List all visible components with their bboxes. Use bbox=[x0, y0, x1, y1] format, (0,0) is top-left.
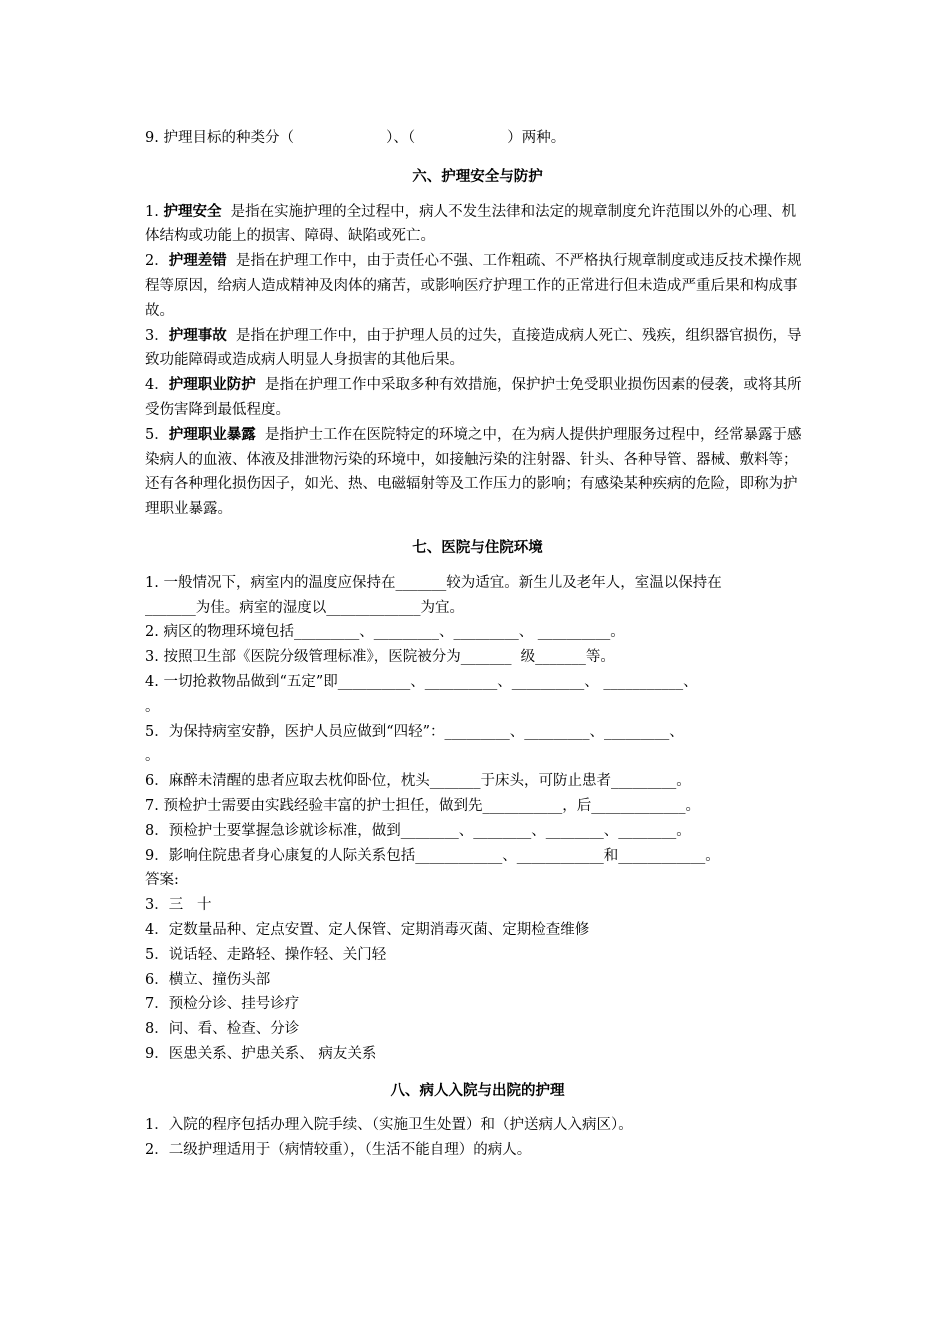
term-occupational-protection: 护理职业防护 bbox=[168, 377, 256, 394]
section-6-title: 六、护理安全与防护 bbox=[412, 168, 543, 185]
term-nursing-safety: 护理安全 bbox=[163, 203, 222, 220]
document-page bbox=[145, 126, 810, 1163]
definition-item bbox=[145, 423, 810, 522]
item-number: 5． bbox=[145, 426, 169, 443]
question-line: 7. 预检护士需要由实践经验丰富的护士担任，做到先___________，后_____________。 bbox=[145, 797, 700, 814]
answers-label: 答案: bbox=[145, 872, 179, 889]
definition-text: 是指护士工作在医院特定的环境之中，在为病人提供护理服务过程中，经常暴露于感染病人的血液、体液及排泄物污染的环境中，如接触污染的注射器、针头、各种导管、器械、敷料等；还有各种理化损伤因子，如光、热、电磁辐射等及工作压力的影响；有感染某种疾病的危险，即称为护理职业暴露。 bbox=[145, 426, 802, 518]
item-number: 3． bbox=[145, 327, 169, 344]
definition-item bbox=[145, 373, 810, 423]
item-number: 2． bbox=[145, 253, 169, 270]
definition-item bbox=[145, 200, 810, 250]
question-line: 3. 按照卫生部《医院分级管理标准》，医院被分为_______ 级_______等。 bbox=[145, 649, 615, 666]
definition-text: 是指在实施护理的全过程中，病人不发生法律和法定的规章制度允许范围以外的心理、机体结构或功能上的损害、障碍、缺陷或死亡。 bbox=[145, 203, 797, 245]
question-line: 5．为保持病室安静，医护人员应做到“四轻”：_________、_________、_________、 bbox=[145, 723, 684, 740]
question-line: 。 bbox=[145, 698, 160, 715]
term-occupational-exposure: 护理职业暴露 bbox=[168, 426, 256, 443]
question-line: 6．麻醉未清醒的患者应取去枕仰卧位，枕头_______于床头，可防止患者_________。 bbox=[145, 773, 691, 790]
term-nursing-error: 护理差错 bbox=[168, 253, 227, 270]
question-line: 。 bbox=[145, 748, 160, 765]
answer-line: 4．定数量品种、定点安置、定人保管、定期消毒灭菌、定期检查维修 bbox=[145, 921, 590, 938]
definition-item bbox=[145, 249, 810, 323]
term-nursing-accident: 护理事故 bbox=[168, 327, 227, 344]
question-line: 2. 病区的物理环境包括_________、_________、_________、 __________。 bbox=[145, 624, 625, 641]
question-line: 1．入院的程序包括办理入院手续、（实施卫生处置）和（护送病人入病区）。 bbox=[145, 1117, 633, 1134]
definition-text: 是指在护理工作中采取多种有效措施，保护护士免受职业损伤因素的侵袭，或将其所受伤害降到最低程度。 bbox=[145, 377, 802, 418]
question-line: _______为佳。病室的湿度以_____________为宜。 bbox=[145, 599, 464, 616]
question-line: 9．影响住院患者身心康复的人际关系包括____________、____________和____________。 bbox=[145, 847, 720, 864]
question-9-nursing-goals: 9. 护理目标的种类分（ ）、（ ）两种。 bbox=[145, 130, 566, 146]
item-number: 1. bbox=[145, 203, 159, 220]
section-7-title: 七、医院与住院环境 bbox=[412, 539, 543, 556]
definition-text: 是指在护理工作中，由于护理人员的过失，直接造成病人死亡、残疾，组织器官损伤，导致功能障碍或造成病人明显人身损害的其他后果。 bbox=[145, 327, 802, 369]
answer-line: 7．预检分诊、挂号诊疗 bbox=[145, 996, 300, 1013]
answer-line: 3．三 十 bbox=[145, 897, 212, 914]
question-line: 1. 一般情况下，病室内的温度应保持在_______较为适宜。新生儿及老年人，室温以保持在 bbox=[145, 574, 722, 591]
definition-text: 是指在护理工作中，由于责任心不强、工作粗疏、不严格执行规章制度或违反技术操作规程等原因，给病人造成精神及肉体的痛苦，或影响医疗护理工作的正常进行但未造成严重后果和构成事故。 bbox=[145, 253, 802, 319]
item-number: 4． bbox=[145, 377, 169, 394]
question-line: 2．二级护理适用于（病情较重），（生活不能自理）的病人。 bbox=[145, 1142, 532, 1159]
answer-line: 8．问、看、检查、分诊 bbox=[145, 1021, 300, 1038]
question-line: 4. 一切抢救物品做到“五定”即__________、__________、__________、 ___________、 bbox=[145, 673, 698, 690]
answer-line: 6．横立、撞伤头部 bbox=[145, 971, 271, 988]
answer-line: 5．说话轻、走路轻、操作轻、关门轻 bbox=[145, 946, 387, 963]
section-8-title: 八、病人入院与出院的护理 bbox=[390, 1082, 565, 1099]
question-line: 8．预检护士要掌握急诊就诊标准，做到________、________、________、________。 bbox=[145, 822, 691, 839]
answer-line: 9．医患关系、护患关系、 病友关系 bbox=[145, 1045, 377, 1062]
definition-item bbox=[145, 324, 810, 374]
